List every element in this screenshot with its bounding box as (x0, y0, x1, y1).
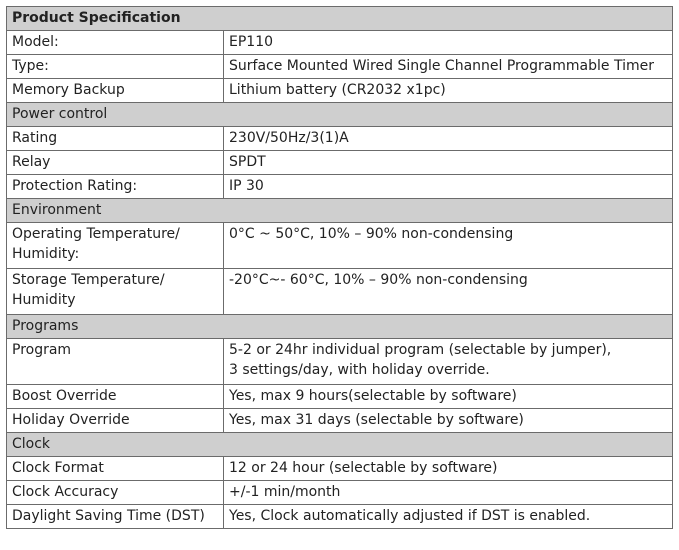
spec-value-line: +/-1 min/month (229, 484, 341, 500)
section-header-power-control (7, 103, 673, 127)
spec-value (224, 223, 673, 269)
spec-label (7, 79, 224, 103)
spec-label-line: Clock Accuracy (12, 484, 119, 500)
spec-label-line: Protection Rating: (12, 178, 138, 194)
spec-label (7, 505, 224, 529)
spec-value-line: EP110 (229, 34, 274, 50)
spec-value-line: Yes, max 9 hours(selectable by software) (229, 388, 517, 404)
spec-label (7, 457, 224, 481)
spec-label (7, 31, 224, 55)
spec-label-line: Boost Override (12, 388, 117, 404)
spec-table-body (7, 7, 673, 529)
spec-label-line: Memory Backup (12, 82, 125, 98)
table-row (7, 505, 673, 529)
table-row (7, 55, 673, 79)
spec-label-line: Relay (12, 154, 51, 170)
spec-value (224, 127, 673, 151)
spec-value (224, 31, 673, 55)
spec-label (7, 151, 224, 175)
spec-label-line: Holiday Override (12, 412, 130, 428)
spec-value (224, 457, 673, 481)
section-title: Power control (7, 103, 673, 127)
table-row (7, 339, 673, 385)
spec-value (224, 79, 673, 103)
spec-value (224, 151, 673, 175)
spec-label-line: Operating Temperature/ (12, 226, 180, 242)
spec-label (7, 385, 224, 409)
spec-label-line: Type: (12, 58, 49, 74)
spec-label-line: Daylight Saving Time (DST) (12, 508, 205, 524)
spec-label (7, 481, 224, 505)
section-title: Programs (7, 315, 673, 339)
spec-value-line: 0°C ~ 50°C, 10% – 90% non-condensing (229, 226, 514, 242)
spec-label-line: Program (12, 342, 72, 358)
spec-label-line: Storage Temperature/ (12, 272, 165, 288)
spec-value (224, 339, 673, 385)
section-title: Clock (7, 433, 673, 457)
section-title: Environment (7, 199, 673, 223)
table-row (7, 79, 673, 103)
spec-label-line: Model: (12, 34, 59, 50)
spec-value-line: Yes, Clock automatically adjusted if DST is enabled. (229, 508, 591, 524)
product-specification-table (6, 6, 673, 529)
table-title: Product Specification (7, 7, 673, 31)
spec-label (7, 269, 224, 315)
spec-value-line: Lithium battery (CR2032 x1pc) (229, 82, 446, 98)
spec-value (224, 175, 673, 199)
table-row (7, 127, 673, 151)
spec-value-line: -20°C~- 60°C, 10% – 90% non-condensing (229, 272, 528, 288)
spec-value-line: SPDT (229, 154, 266, 170)
table-row (7, 269, 673, 315)
spec-value (224, 409, 673, 433)
spec-value-line: Yes, max 31 days (selectable by software) (229, 412, 524, 428)
table-row (7, 481, 673, 505)
spec-value-line: 3 settings/day, with holiday override. (229, 362, 490, 378)
spec-value-line: 230V/50Hz/3(1)A (229, 130, 349, 146)
spec-label (7, 409, 224, 433)
table-row (7, 385, 673, 409)
spec-label-line: Humidity: (12, 246, 80, 262)
spec-label (7, 339, 224, 385)
spec-label (7, 223, 224, 269)
section-header-programs (7, 315, 673, 339)
table-row (7, 223, 673, 269)
spec-value (224, 269, 673, 315)
table-row (7, 175, 673, 199)
spec-label-line: Clock Format (12, 460, 104, 476)
spec-value-line: Surface Mounted Wired Single Channel Programmable Timer (229, 58, 654, 74)
spec-value (224, 505, 673, 529)
spec-value-line: IP 30 (229, 178, 264, 194)
spec-label-line: Humidity (12, 292, 76, 308)
section-header-environment (7, 199, 673, 223)
spec-label (7, 55, 224, 79)
spec-value (224, 55, 673, 79)
spec-value (224, 385, 673, 409)
spec-value-line: 12 or 24 hour (selectable by software) (229, 460, 498, 476)
table-row (7, 31, 673, 55)
spec-value-line: 5-2 or 24hr individual program (selectable by jumper), (229, 342, 612, 358)
table-title-row (7, 7, 673, 31)
table-row (7, 151, 673, 175)
spec-label (7, 127, 224, 151)
section-header-clock (7, 433, 673, 457)
spec-label (7, 175, 224, 199)
spec-label-line: Rating (12, 130, 58, 146)
table-row (7, 457, 673, 481)
spec-value (224, 481, 673, 505)
table-row (7, 409, 673, 433)
